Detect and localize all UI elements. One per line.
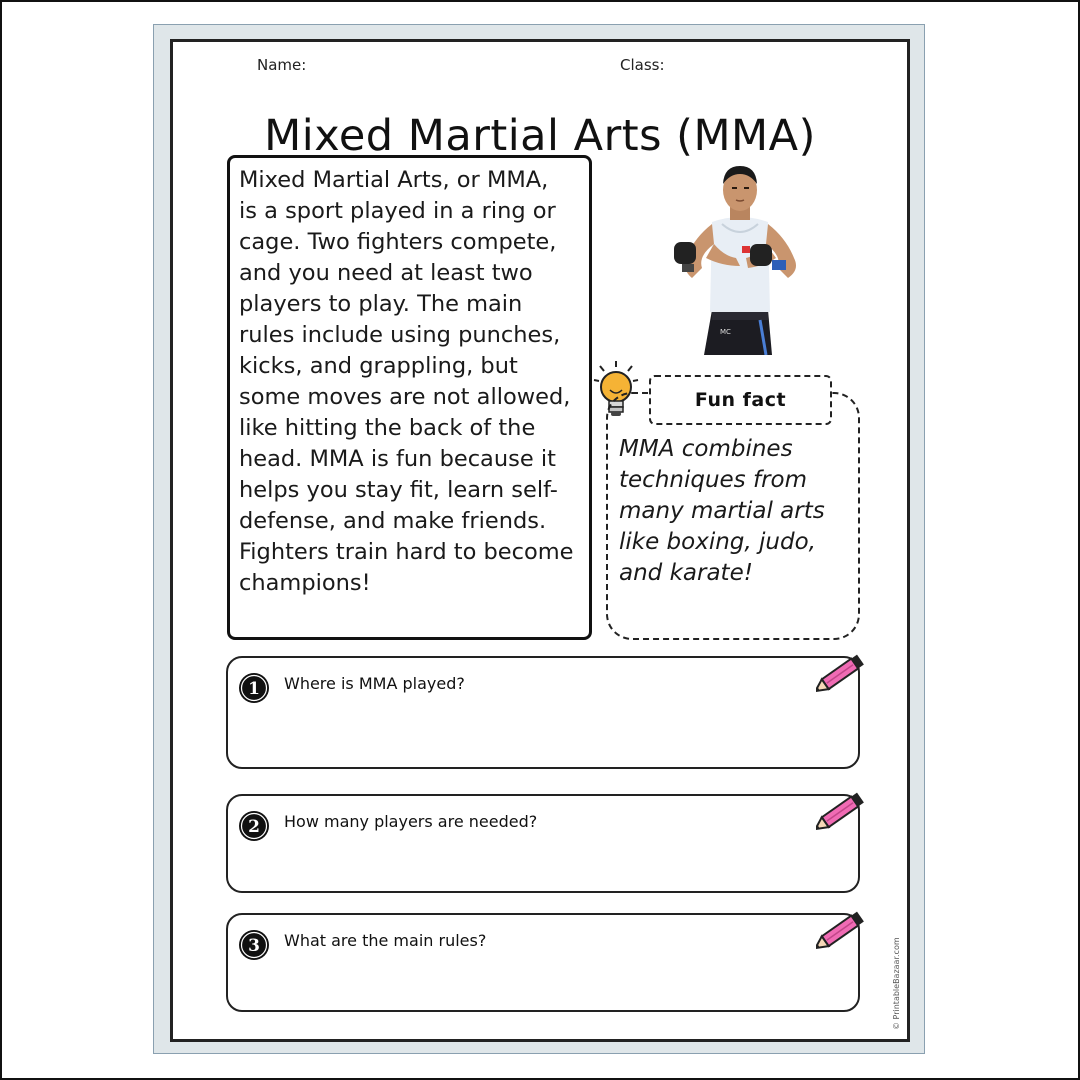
question-1-answer-box[interactable] (226, 656, 860, 769)
pencil-icon (816, 905, 870, 955)
passage-line: defense, and make friends. (239, 508, 547, 534)
fun-fact-line: many martial arts (619, 498, 825, 524)
passage-line: some moves are not allowed, (239, 384, 571, 410)
svg-text:1: 1 (248, 679, 260, 699)
passage-line: kicks, and grappling, but (239, 353, 518, 379)
passage-line: rules include using punches, (239, 322, 561, 348)
fighter-illustration (660, 160, 820, 355)
question-3-text: What are the main rules? (284, 931, 487, 950)
passage-line: and you need at least two (239, 260, 533, 286)
passage-line: cage. Two fighters compete, (239, 229, 557, 255)
reading-passage (227, 155, 592, 640)
fun-fact-line: and karate! (619, 560, 753, 586)
passage-text (239, 165, 581, 599)
question-2-answer-box[interactable] (226, 794, 860, 893)
page-title: Mixed Martial Arts (MMA) (264, 110, 816, 161)
passage-line: Fighters train hard to become (239, 539, 574, 565)
passage-line: like hitting the back of the (239, 415, 536, 441)
question-1-text: Where is MMA played? (284, 674, 465, 693)
class-label: Class: (620, 56, 665, 74)
copyright-text: © PrintableBazaar.com (892, 937, 901, 1030)
svg-text:2: 2 (248, 817, 260, 837)
passage-line: helps you stay fit, learn self- (239, 477, 558, 503)
passage-line: champions! (239, 570, 371, 596)
fun-fact-line: like boxing, judo, (619, 529, 816, 555)
svg-text:MC: MC (720, 328, 731, 336)
number-badge-1 (238, 672, 270, 704)
passage-line: head. MMA is fun because it (239, 446, 556, 472)
fun-fact-line: techniques from (619, 467, 808, 493)
pencil-icon (816, 648, 870, 698)
passage-line: is a sport played in a ring or (239, 198, 556, 224)
question-2-text: How many players are needed? (284, 812, 538, 831)
pencil-icon (816, 786, 870, 836)
name-label: Name: (257, 56, 307, 74)
passage-line: Mixed Martial Arts, or MMA, (239, 167, 549, 193)
fun-fact-heading: Fun fact (649, 375, 832, 425)
passage-line: players to play. The main (239, 291, 523, 317)
question-3-answer-box[interactable] (226, 913, 860, 1012)
svg-text:3: 3 (248, 936, 260, 956)
fun-fact-text (619, 434, 851, 589)
number-badge-3 (238, 929, 270, 961)
number-badge-2 (238, 810, 270, 842)
fun-fact-line: MMA combines (619, 436, 793, 462)
